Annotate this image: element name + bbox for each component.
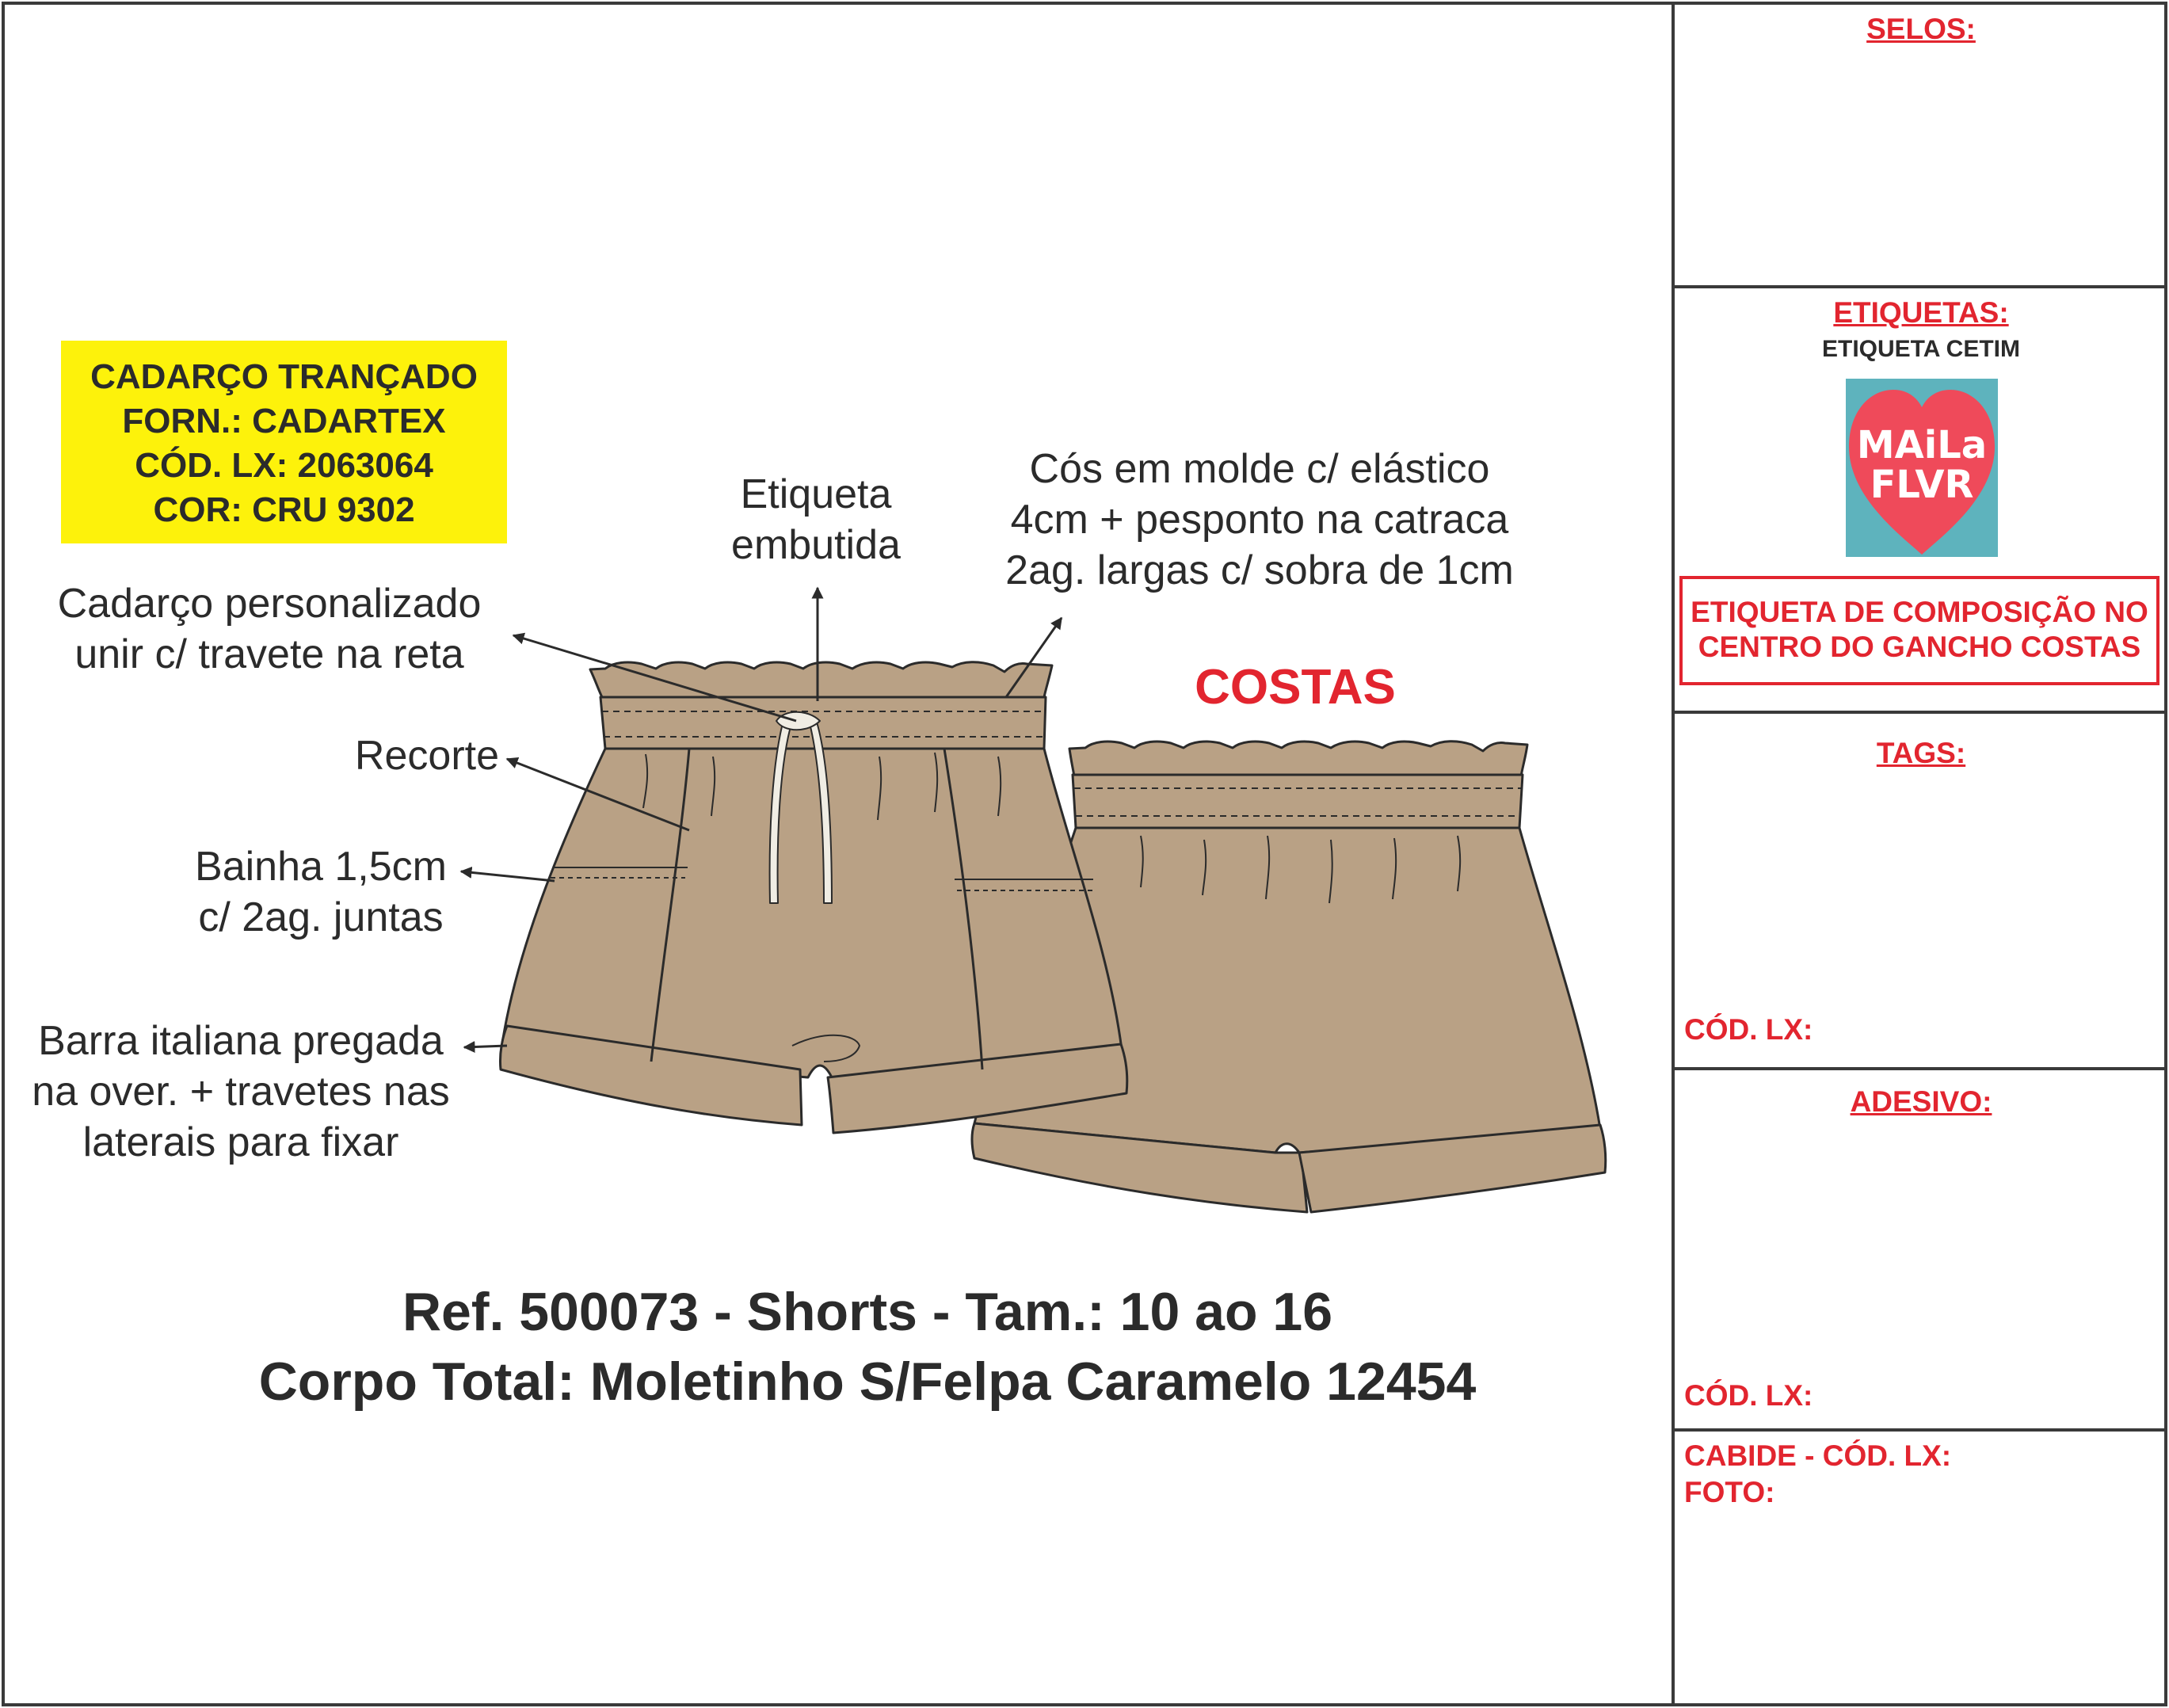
composition-label-note <box>1679 576 2159 685</box>
adesivo-title: ADESIVO: <box>1850 1085 1992 1118</box>
shorts-front-view <box>500 662 1126 1133</box>
reference-material: Corpo Total: Moletinho S/Felpa Caramelo 12454 <box>258 1352 1477 1412</box>
annotation-line: Etiqueta <box>740 471 892 517</box>
panel-separator <box>1673 1067 2167 1070</box>
side-panel-divider <box>1672 2 1675 1706</box>
annotation-line: embutida <box>731 522 901 568</box>
back-waistband <box>1073 775 1523 828</box>
panel-separator <box>1673 285 2167 288</box>
logo-text-flor: FLVR <box>1870 463 1974 507</box>
reference-title: Ref. 500073 - Shorts - Tam.: 10 ao 16 <box>402 1282 1333 1342</box>
annotation-line: Barra italiana pregada <box>38 1018 444 1064</box>
annotation-line: unir c/ travete na reta <box>74 631 464 677</box>
cord-spec-line: CÓD. LX: 2063064 <box>135 446 433 485</box>
annotation-line: 4cm + pesponto na catraca <box>1010 497 1509 543</box>
etiqueta-cetim-label: ETIQUETA CETIM <box>1822 336 2020 362</box>
panel-separator <box>1673 1428 2167 1432</box>
annotation-line: na over. + travetes nas <box>32 1069 450 1115</box>
tags-title: TAGS: <box>1876 737 1966 769</box>
maila-flor-logo <box>1846 379 1998 557</box>
front-waistband <box>600 697 1046 749</box>
front-body <box>501 749 1122 1077</box>
annotation-line: c/ 2ag. juntas <box>198 894 444 940</box>
tags-code-label: CÓD. LX: <box>1684 1013 1813 1046</box>
adesivo-code-label: CÓD. LX: <box>1684 1379 1813 1412</box>
cord-spec-line: FORN.: CADARTEX <box>122 402 446 440</box>
annotation-line: Cadarço personalizado <box>57 581 482 627</box>
cord-spec-line: CADARÇO TRANÇADO <box>90 357 478 396</box>
annotation-line: 2ag. largas c/ sobra de 1cm <box>1005 547 1514 593</box>
logo-text-maila: MAiLa <box>1856 423 1988 467</box>
panel-separator <box>1673 711 2167 714</box>
annotation-line: laterais para fixar <box>82 1119 399 1165</box>
annotation-line: Recorte <box>354 733 499 779</box>
cabide-code-label: CABIDE - CÓD. LX: <box>1684 1439 1952 1472</box>
annotation-line: Cós em molde c/ elástico <box>1029 446 1490 492</box>
annotation-line: Bainha 1,5cm <box>195 844 447 890</box>
back-view-label: COSTAS <box>1195 660 1396 715</box>
composition-note-line: CENTRO DO GANCHO COSTAS <box>1698 631 2141 663</box>
reference-block <box>111 1277 1624 1416</box>
hem-leader-arrow <box>461 871 555 881</box>
back-paperbag-ruffle <box>1069 742 1527 776</box>
composition-note-line: ETIQUETA DE COMPOSIÇÃO NO <box>1691 596 2148 628</box>
cuff-leader-arrow <box>464 1046 507 1047</box>
selos-title: SELOS: <box>1866 13 1976 45</box>
cord-spec-line: COR: CRU 9302 <box>153 490 415 529</box>
etiquetas-title: ETIQUETAS: <box>1833 296 2009 329</box>
foto-label: FOTO: <box>1684 1476 1775 1508</box>
